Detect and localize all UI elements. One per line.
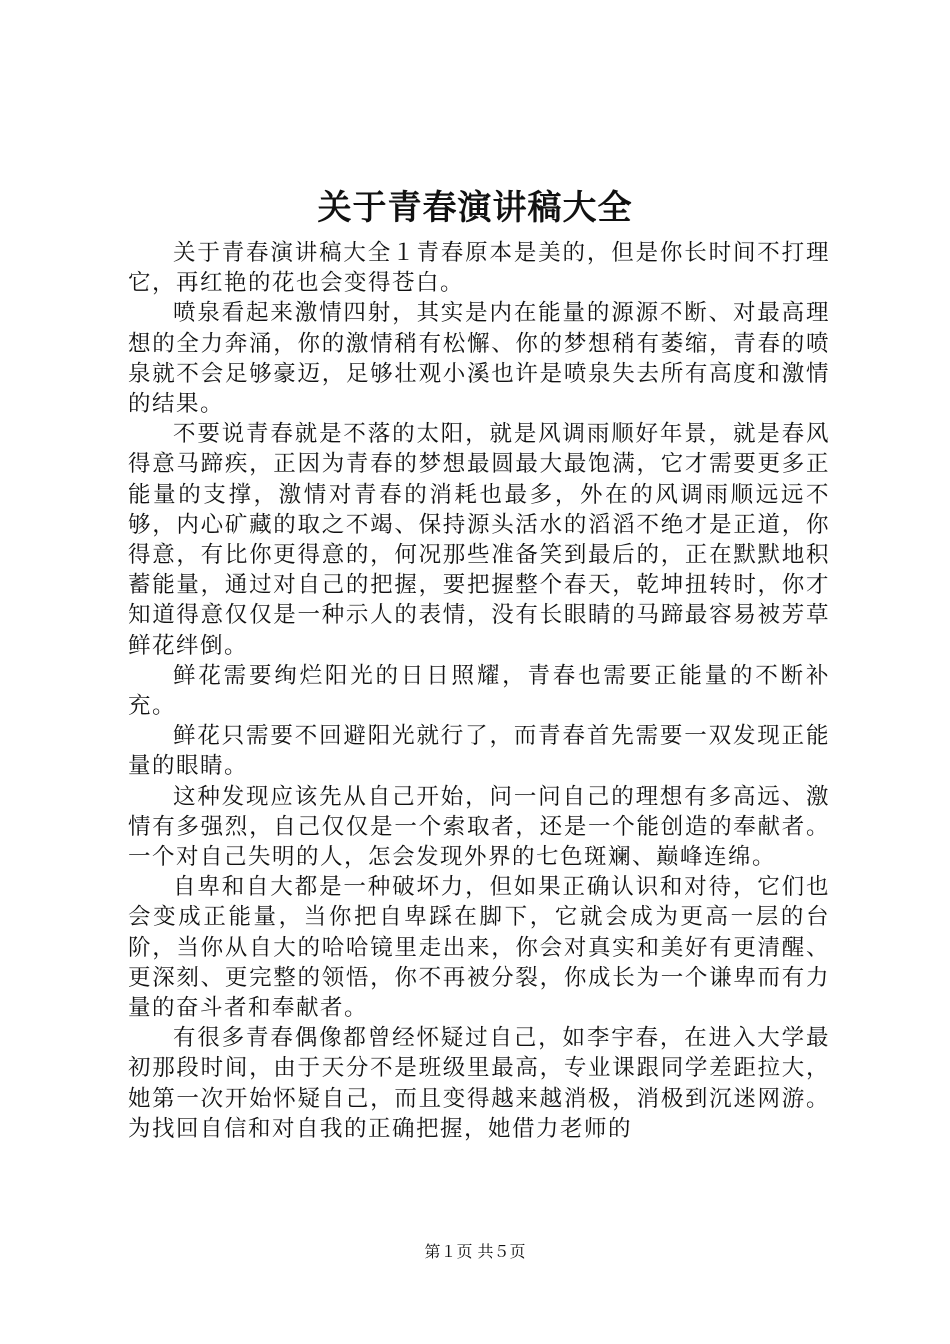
paragraph: 自卑和自大都是一种破坏力，但如果正确认识和对待，它们也会变成正能量，当你把自卑踩在脚下，它就会成为更高一层的台阶，当你从自大的哈哈镜里走出来，你会对真实和美好有更清醒、更深刻、更完整的领悟，你不再被分裂，你成长为一个谦卑而有力量的奋斗者和奉献者。 xyxy=(128,874,830,1022)
document-title: 关于青春演讲稿大全 xyxy=(317,188,633,228)
paragraph: 鲜花只需要不回避阳光就行了，而青春首先需要一双发现正能量的眼睛。 xyxy=(128,723,830,780)
paragraph: 喷泉看起来激情四射，其实是内在能量的源源不断、对最高理想的全力奔涌，你的激情稍有松懈、你的梦想稍有萎缩，青春的喷泉就不会足够豪迈，足够壮观小溪也许是喷泉失去所有高度和激情的结果。 xyxy=(128,300,830,418)
document-body xyxy=(128,238,830,1144)
paragraph: 这种发现应该先从自己开始，问一问自己的理想有多高远、激情有多强烈，自己仅仅是一个索取者，还是一个能创造的奉献者。一个对自己失明的人，怎会发现外界的七色斑斓、巅峰连绵。 xyxy=(128,783,830,871)
paragraph: 关于青春演讲稿大全１青春原本是美的，但是你长时间不打理它，再红艳的花也会变得苍白。 xyxy=(128,240,830,297)
paragraph: 不要说青春就是不落的太阳，就是风调雨顺好年景，就是春风得意马蹄疾，正因为青春的梦想最圆最大最饱满，它才需要更多正能量的支撑，激情对青春的消耗也最多，外在的风调雨顺远远不够，内心矿藏的取之不竭、保持源头活水的滔滔不绝才是正道，你得意，有比你更得意的，何况那些准备笑到最后的，正在默默地积蓄能量，通过对自己的把握，要把握整个春天，乾坤扭转时，你才知道得意仅仅是一种示人的表情，没有长眼睛的马蹄最容易被芳草鲜花绊倒。 xyxy=(128,421,830,659)
paragraph: 有很多青春偶像都曾经怀疑过自己，如李宇春，在进入大学最初那段时间，由于天分不是班级里最高，专业课跟同学差距拉大，她第一次开始怀疑自己，而且变得越来越消极，消极到沉迷网游。为找回自信和对自我的正确把握，她借力老师的 xyxy=(128,1025,830,1142)
page-footer: 第１页 共５页 xyxy=(424,1242,526,1261)
paragraph: 鲜花需要绚烂阳光的日日照耀，青春也需要正能量的不断补充。 xyxy=(128,662,830,720)
